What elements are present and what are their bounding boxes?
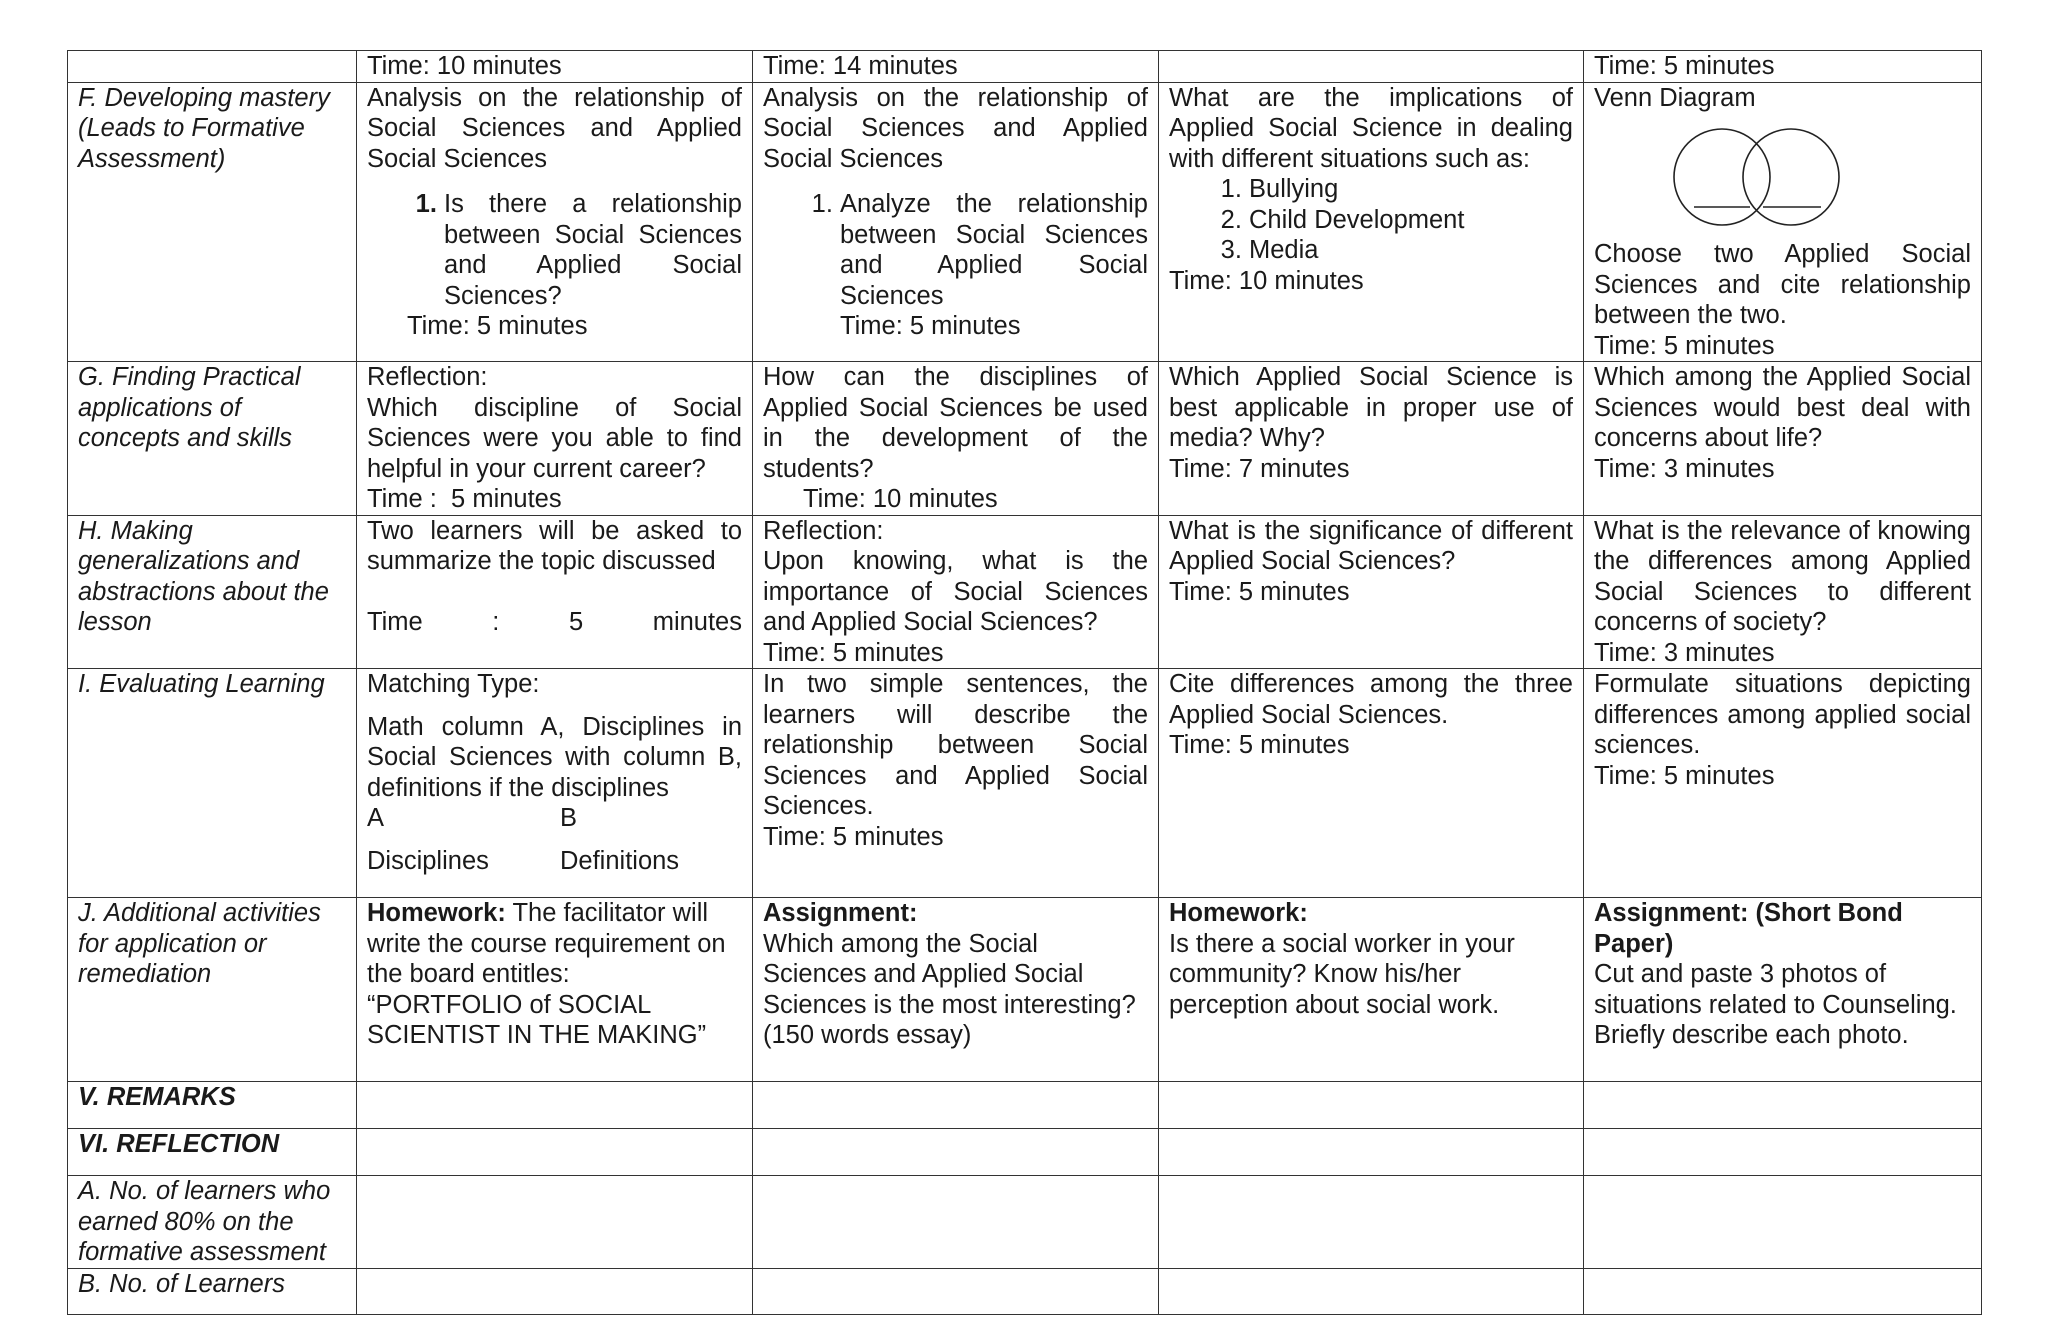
row-h-cell-4 — [1584, 515, 1982, 669]
cell-text: What are the implications of Applied Social Science in dealing with different situations such as: — [1169, 83, 1573, 173]
row-remarks — [68, 1082, 1982, 1129]
cell-text: Math column A, Disciplines in Social Sciences with column B, definitions if the disciplines — [367, 712, 742, 802]
time-text: Time: 5 minutes — [1594, 331, 1775, 360]
cell-text: Analysis on the relationship of Social Sciences and Applied Social Sciences — [763, 83, 1148, 173]
empty-cell — [1584, 1082, 1982, 1129]
list-item: 3. Media — [1249, 235, 1573, 266]
lesson-plan-table — [67, 50, 1982, 1315]
cell-text: Choose two Applied Social Sciences and cite relationship between the two. — [1594, 240, 1971, 329]
cell-text: Which among the Applied Social Sciences would best deal with concerns about life? — [1594, 363, 1971, 452]
column-labels: A B — [367, 804, 578, 832]
empty-cell — [357, 1176, 753, 1269]
row-label: B. No. of Learners — [68, 1268, 357, 1314]
empty-cell — [1159, 1082, 1584, 1129]
list-item: 1. Analyze the relationship between Social Sciences and Applied Social Sciences — [840, 189, 1148, 311]
cell-heading: Reflection: — [763, 516, 884, 545]
row-g-cell-3 — [1159, 362, 1584, 516]
row-j-cell-4 — [1584, 898, 1982, 1082]
row-generalizations — [68, 515, 1982, 669]
row-label: J. Additional activities for application or remediation — [68, 898, 357, 1082]
cell-heading: Matching Type: — [367, 670, 540, 698]
row-i-cell-1 — [357, 669, 753, 898]
header-cell-4: Time: 5 minutes — [1584, 51, 1982, 83]
row-label: G. Finding Practical applications of concepts and skills — [68, 362, 357, 516]
empty-cell — [753, 1268, 1159, 1314]
cell-heading: Reflection: — [367, 363, 488, 391]
header-cell-3 — [1159, 51, 1584, 83]
cell-text: Homework: The facilitator will write the course requirement on the board entitles: — [367, 899, 726, 988]
row-f-cell-4 — [1584, 82, 1982, 362]
empty-cell — [753, 1082, 1159, 1129]
empty-cell — [753, 1129, 1159, 1176]
empty-cell — [1584, 1129, 1982, 1176]
venn-title: Venn Diagram — [1594, 83, 1756, 112]
row-f-cell-1 — [357, 82, 753, 362]
time-text: Time: 7 minutes — [1169, 454, 1350, 483]
cell-text: Which discipline of Social Sciences were you able to find helpful in your current career? — [367, 393, 742, 483]
empty-cell — [357, 1268, 753, 1314]
time-text: Time: 10 minutes — [1169, 266, 1364, 295]
list-item: 1. Bullying — [1249, 174, 1573, 205]
time-text: Time : 5 minutes — [367, 485, 562, 513]
portfolio-title: “PORTFOLIO of SOCIAL SCIENTIST IN THE MAKING” — [367, 990, 707, 1049]
time-text: Time: 3 minutes — [1594, 454, 1775, 483]
row-developing-mastery — [68, 82, 1982, 362]
row-i-cell-4 — [1584, 669, 1982, 898]
row-g-cell-4 — [1584, 362, 1982, 516]
time-text: Time: 5 minutes — [840, 312, 1021, 340]
row-i-cell-3 — [1159, 669, 1584, 898]
row-f-cell-2 — [753, 82, 1159, 362]
empty-cell — [1584, 1268, 1982, 1314]
cell-text: In two simple sentences, the learners will describe the relationship between Social Sciences and Applied Social Sciences. — [763, 670, 1148, 820]
row-label: V. REMARKS — [68, 1082, 357, 1129]
row-f-cell-3 — [1159, 82, 1584, 362]
time-text: Time: 5 minutes — [407, 312, 588, 340]
row-additional-activities — [68, 898, 1982, 1082]
header-cell-1: Time: 10 minutes — [357, 51, 753, 83]
list-item: 1. Is there a relationship between Social Sciences and Applied Social Sciences? — [444, 189, 742, 311]
time-text: Time: 5 minutes — [1169, 577, 1350, 606]
empty-cell — [1159, 1268, 1584, 1314]
row-label: VI. REFLECTION — [68, 1129, 357, 1176]
cell-text: Cite differences among the three Applied Social Sciences. — [1169, 670, 1573, 729]
row-label: I. Evaluating Learning — [68, 669, 357, 898]
cell-text: Analysis on the relationship of Social Sciences and Applied Social Sciences — [367, 83, 742, 173]
list-item: 2. Child Development — [1249, 205, 1573, 236]
row-practical-applications — [68, 362, 1982, 516]
cell-text: Briefly describe each photo. — [1594, 1021, 1909, 1049]
time-text: Time: 3 minutes — [1594, 638, 1775, 667]
venn-diagram-icon — [1672, 123, 1842, 231]
row-learners-80 — [68, 1176, 1982, 1269]
row-h-cell-1 — [357, 515, 753, 669]
empty-cell — [357, 1082, 753, 1129]
cell-heading: Assignment: — [763, 899, 918, 927]
empty-cell — [1159, 1176, 1584, 1269]
time-text: Time: 5 minutes — [1169, 731, 1350, 759]
row-label: F. Developing mastery (Leads to Formative Assessment) — [68, 82, 357, 362]
row-j-cell-3 — [1159, 898, 1584, 1082]
time-header-row — [68, 51, 1982, 83]
cell-text: Formulate situations depicting differences among applied social sciences. — [1594, 670, 1971, 759]
empty-cell — [357, 1129, 753, 1176]
cell-text: Upon knowing, what is the importance of Social Sciences and Applied Social Sciences? — [763, 547, 1148, 636]
cell-text: Two learners will be asked to summarize the topic discussed — [367, 516, 742, 575]
time-text: Time: 10 minutes — [803, 485, 998, 513]
time-text: Time: 5 minutes — [763, 638, 944, 667]
empty-cell — [1159, 1129, 1584, 1176]
cell-text: Which Applied Social Science is best applicable in proper use of media? Why? — [1169, 363, 1573, 452]
cell-text: Cut and paste 3 photos of situations related to Counseling. — [1594, 960, 1957, 1019]
cell-text: Which among the Social Sciences and Applied Social Sciences is the most interesting? (150 words essay) — [763, 929, 1136, 1049]
time-text: Time: 5 minutes — [763, 822, 944, 851]
row-g-cell-2 — [753, 362, 1159, 516]
cell-text: How can the disciplines of Applied Social Sciences be used in the development of the students? — [763, 363, 1148, 483]
time-text: Time: 5 minutes — [1594, 761, 1775, 790]
cell-heading: Assignment: (Short Bond Paper) — [1594, 899, 1903, 958]
row-h-cell-3 — [1159, 515, 1584, 669]
empty-cell — [753, 1176, 1159, 1269]
row-evaluating-learning — [68, 669, 1982, 898]
row-j-cell-2 — [753, 898, 1159, 1082]
row-h-cell-2 — [753, 515, 1159, 669]
cell-heading: Homework: — [1169, 899, 1308, 927]
time-text: Time : 5 minutes — [367, 607, 742, 636]
column-headings: Disciplines Definitions — [367, 846, 680, 875]
row-i-cell-2 — [753, 669, 1159, 898]
row-no-of-learners — [68, 1268, 1982, 1314]
cell-text: Is there a social worker in your community? Know his/her perception about social work. — [1169, 929, 1515, 1019]
row-j-cell-1 — [357, 898, 753, 1082]
row-g-cell-1 — [357, 362, 753, 516]
cell-text: What is the relevance of knowing the differences among Applied Social Sciences to different concerns of society? — [1594, 516, 1971, 636]
row-reflection — [68, 1129, 1982, 1176]
empty-cell — [1584, 1176, 1982, 1269]
row-label: H. Making generalizations and abstractions about the lesson — [68, 515, 357, 669]
header-cell-2: Time: 14 minutes — [753, 51, 1159, 83]
row-label: A. No. of learners who earned 80% on the formative assessment — [68, 1176, 357, 1269]
header-cell-0 — [68, 51, 357, 83]
cell-text: What is the significance of different Applied Social Sciences? — [1169, 516, 1573, 575]
